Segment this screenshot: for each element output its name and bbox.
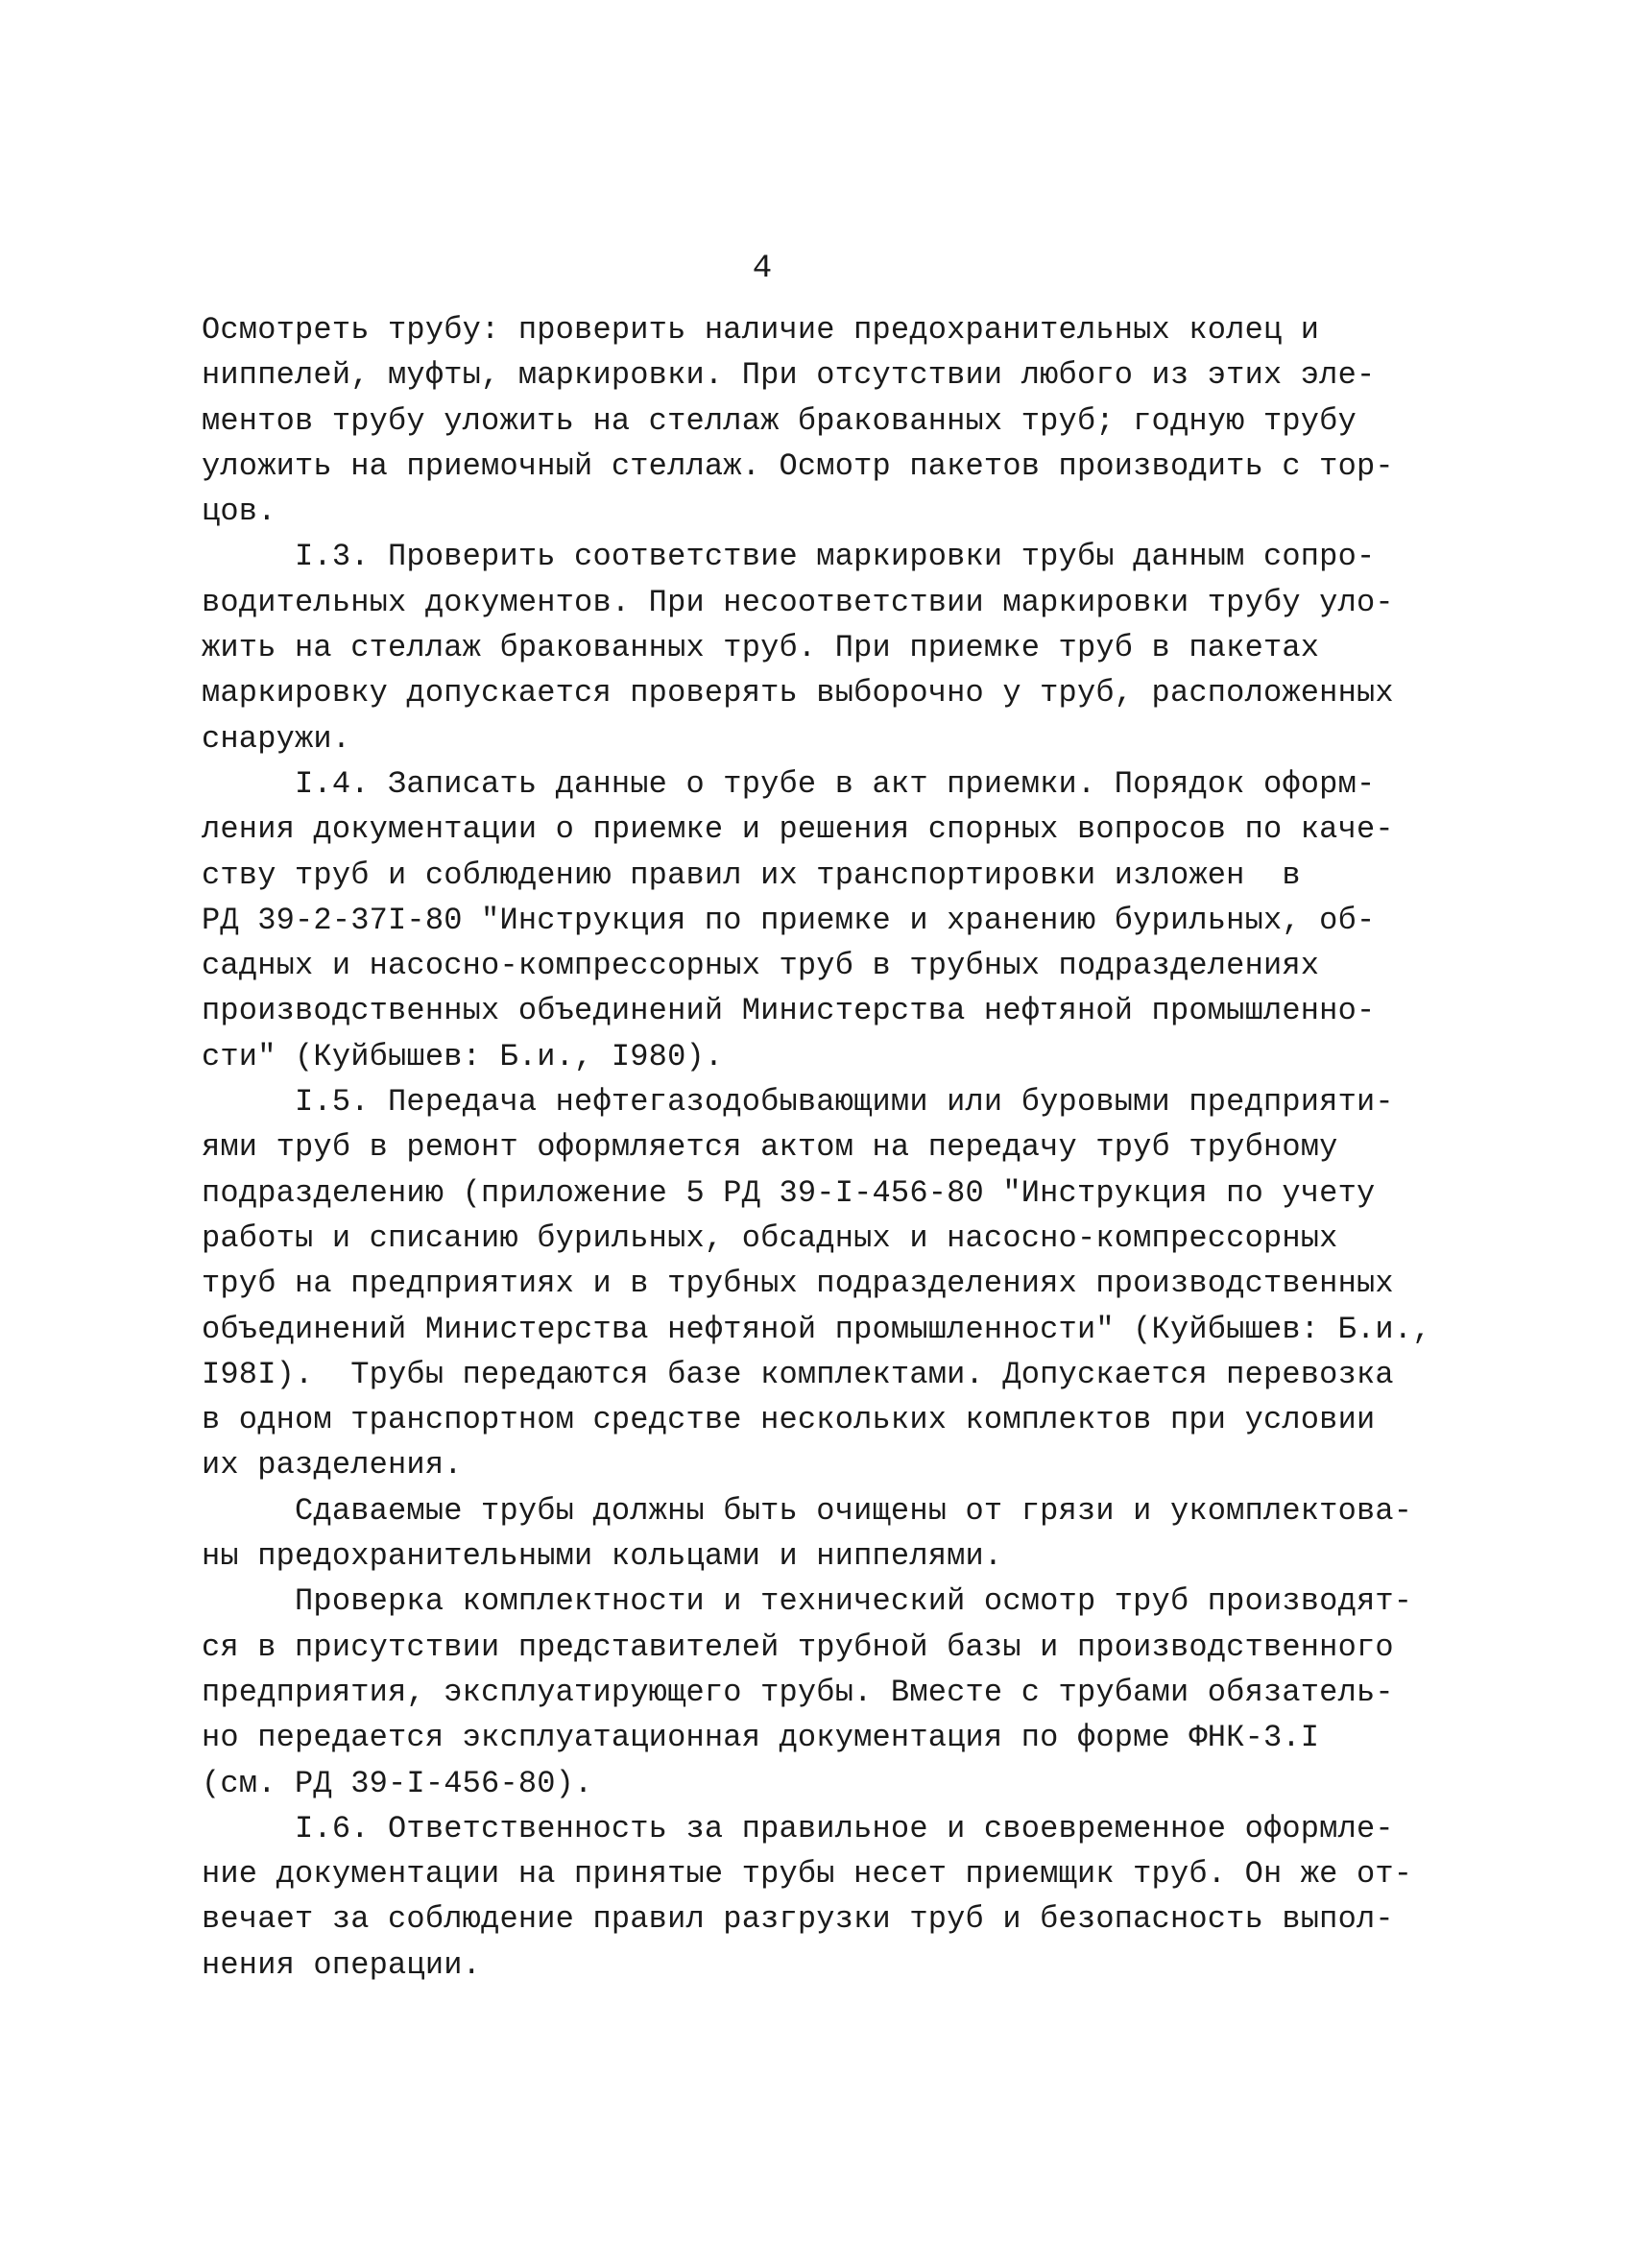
text-line: снаружи. bbox=[202, 720, 351, 757]
text-line: работы и списанию бурильных, обсадных и насосно-компрессорных bbox=[202, 1219, 1338, 1256]
text-line: в одном транспортном средстве нескольких комплектов при условии bbox=[202, 1402, 1376, 1438]
text-line: I98I). Трубы передаются базе комплектами. Допускается перевозка bbox=[202, 1356, 1394, 1392]
text-line: уложить на приемочный стеллаж. Осмотр пакетов производить с тор- bbox=[202, 447, 1394, 484]
text-line: ментов трубу уложить на стеллаж бракованных труб; годную трубу bbox=[202, 402, 1357, 439]
text-line: объединений Министерства нефтяной промышленности" (Куйбышев: Б.и., bbox=[202, 1311, 1431, 1347]
text-line: предприятия, эксплуатирующего трубы. Вместе с трубами обязатель- bbox=[202, 1674, 1394, 1710]
text-line: Осмотреть трубу: проверить наличие предохранительных колец и bbox=[202, 312, 1320, 348]
text-line: Сдаваемые трубы должны быть очищены от грязи и укомплектова- bbox=[202, 1492, 1413, 1529]
text-line: I.5. Передача нефтегазодобывающими или буровыми предприяти- bbox=[202, 1084, 1394, 1121]
text-line: подразделению (приложение 5 РД 39-I-456-80 "Инструкция по учету bbox=[202, 1174, 1376, 1211]
text-line: маркировку допускается проверять выборочно у труб, расположенных bbox=[202, 675, 1394, 712]
text-line: ления документации о приемке и решения спорных вопросов по каче- bbox=[202, 811, 1394, 848]
text-line: ями труб в ремонт оформляется актом на передачу труб трубному bbox=[202, 1129, 1338, 1166]
text-line: I.4. Записать данные о трубе в акт приемки. Порядок оформ- bbox=[202, 765, 1376, 802]
text-line: I.6. Ответственность за правильное и своевременное оформле- bbox=[202, 1810, 1394, 1846]
text-line: ниппелей, муфты, маркировки. При отсутствии любого из этих эле- bbox=[202, 357, 1376, 394]
text-line: ны предохранительными кольцами и ниппелями. bbox=[202, 1538, 1003, 1575]
text-line: но передается эксплуатационная документация по форме ФНК-3.I bbox=[202, 1720, 1320, 1756]
text-line: ние документации на принятые трубы несет приемщик труб. Он же от- bbox=[202, 1856, 1413, 1893]
text-line: цов. bbox=[202, 494, 276, 530]
text-line: садных и насосно-компрессорных труб в трубных подразделениях bbox=[202, 948, 1320, 984]
text-line: (см. РД 39-I-456-80). bbox=[202, 1765, 593, 1801]
body-text bbox=[202, 307, 1469, 1988]
text-line: Проверка комплектности и технический осмотр труб производят- bbox=[202, 1583, 1413, 1620]
text-line: нения операции. bbox=[202, 1946, 482, 1983]
page-number: 4 bbox=[752, 251, 773, 287]
text-line: I.3. Проверить соответствие маркировки трубы данным сопро- bbox=[202, 539, 1376, 575]
text-line: труб на предприятиях и в трубных подразделениях производственных bbox=[202, 1266, 1394, 1302]
text-line: вечает за соблюдение правил разгрузки труб и безопасность выпол- bbox=[202, 1901, 1394, 1938]
text-line: ству труб и соблюдению правил их транспортировки изложен в bbox=[202, 857, 1301, 893]
text-line: ся в присутствии представителей трубной базы и производственного bbox=[202, 1629, 1394, 1665]
text-line: сти" (Куйбышев: Б.и., I980). bbox=[202, 1038, 724, 1074]
text-line: производственных объединений Министерства нефтяной промышленно- bbox=[202, 993, 1376, 1029]
text-line: их разделения. bbox=[202, 1447, 463, 1484]
text-line: жить на стеллаж бракованных труб. При приемке труб в пакетах bbox=[202, 630, 1320, 666]
text-line: водительных документов. При несоответствии маркировки трубу уло- bbox=[202, 584, 1394, 620]
text-line: РД 39-2-37I-80 "Инструкция по приемке и хранению бурильных, об- bbox=[202, 902, 1376, 938]
